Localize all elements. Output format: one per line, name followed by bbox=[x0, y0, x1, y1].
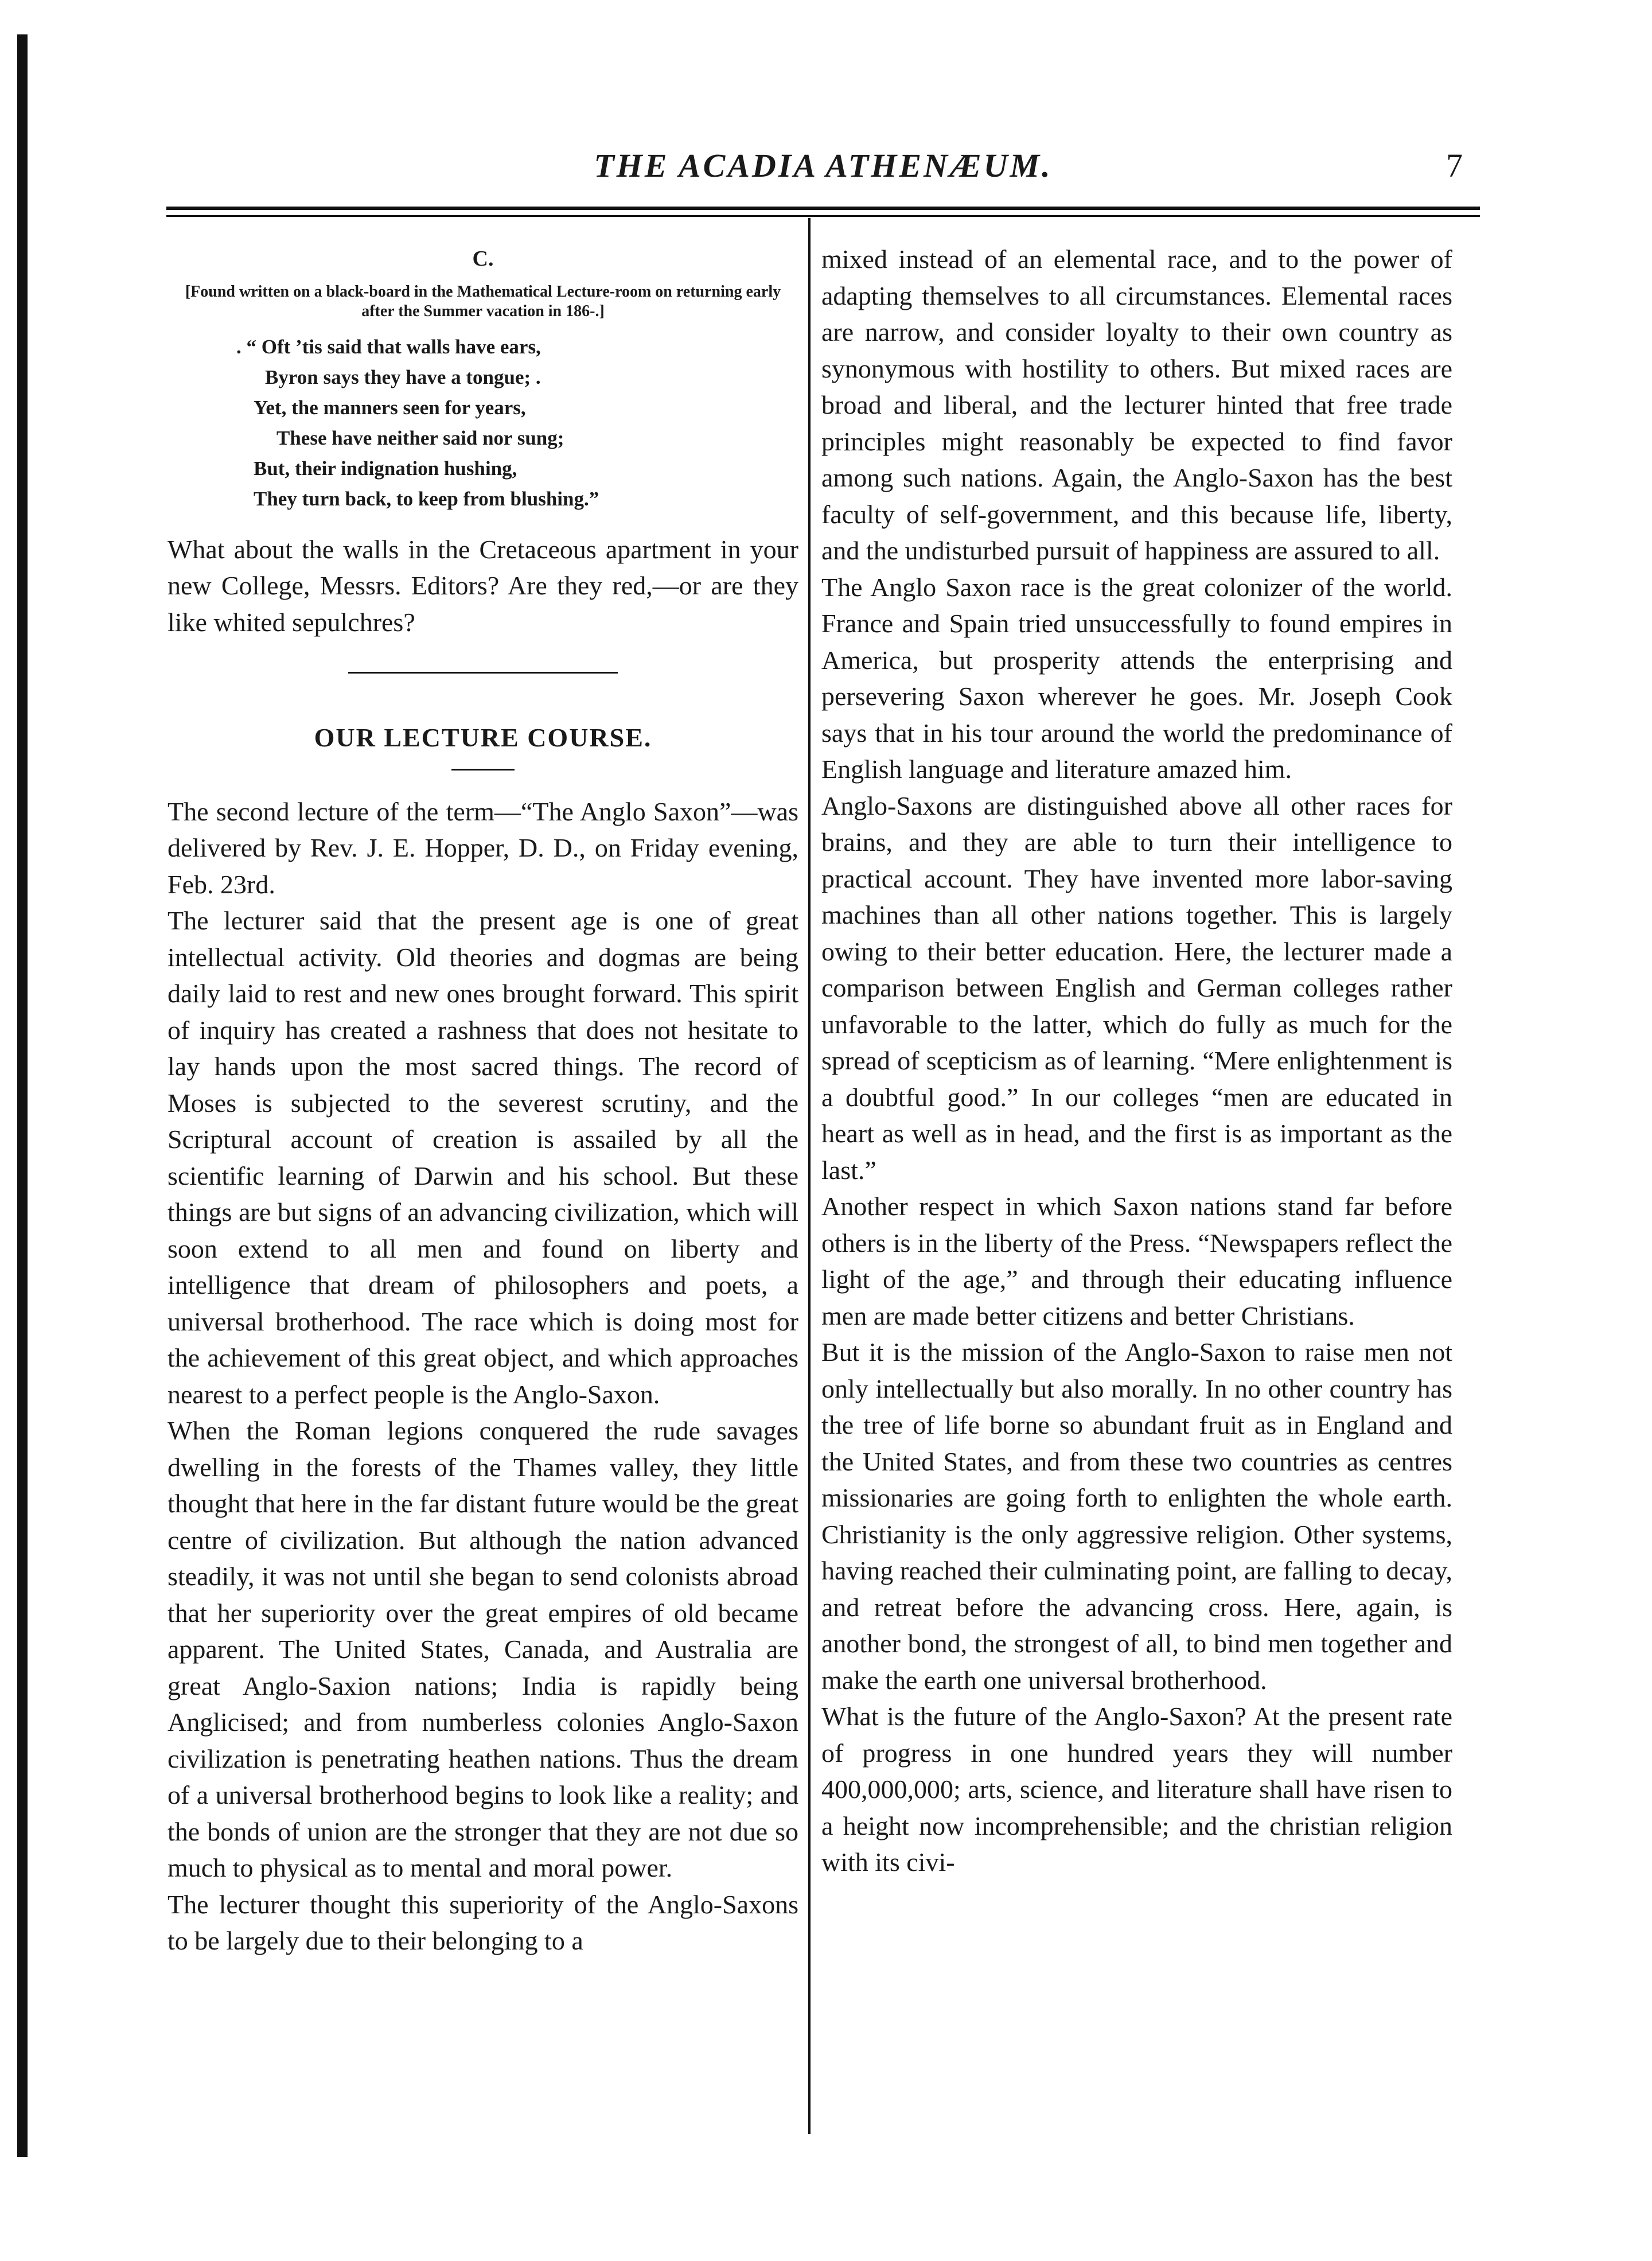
paragraph: What about the walls in the Cretaceous apartment in your new College, Messrs. Editors? Are they red,—or are they like whited sepulchres? bbox=[167, 534, 798, 637]
paragraph: The lecturer thought this superiority of the Anglo-Saxons to be largely due to their belonging to a bbox=[167, 1889, 798, 1955]
poem-note: [Found written on a black-board in the Mathematical Lecture-room on returning early after the Summer vacation in 186-.] bbox=[185, 282, 781, 320]
poem-line: Yet, the manners seen for years, bbox=[254, 396, 526, 419]
poem-line: Byron says they have a tongue; . bbox=[265, 365, 541, 388]
column-divider bbox=[808, 218, 811, 2134]
poem bbox=[167, 332, 798, 514]
journal-title: THE ACADIA ATHENÆUM. bbox=[594, 147, 1053, 184]
paragraph: mixed instead of an elemental race, and to the power of adapting themselves to all circumstances. Elemental races are narrow, and consider loyalty to their own country as synonymous with hostility to others. But mixed races are broad and liberal, and the lecturer hinted that free trade principles might reasonably be expected to find favor among such nations. Again, the Anglo-Saxon has the best faculty of self-government, and this because life, liberty, and the undisturbed pursuit of happiness are assured to all. bbox=[821, 244, 1452, 565]
page-number: 7 bbox=[1446, 147, 1463, 184]
poem-line: These have neither said nor sung; bbox=[276, 426, 564, 449]
paragraph: Another respect in which Saxon nations stand far before others is in the liberty of the Press. “Newspapers reflect the light of the age,” and through their educating influence men are made better citizens and better Christians. bbox=[821, 1192, 1452, 1330]
header-rule bbox=[166, 207, 1480, 210]
paragraph: What is the future of the Anglo-Saxon? At the present rate of progress in one hundred years they will number 400,000,000; arts, science, and literature shall have risen to a height now incomprehensible; and the christian religion with its civi- bbox=[821, 1702, 1452, 1877]
poem-line: They turn back, to keep from blushing.” bbox=[254, 487, 599, 510]
heading-rule bbox=[451, 769, 515, 770]
section-heading: OUR LECTURE COURSE. bbox=[314, 723, 652, 752]
paragraph: The second lecture of the term—“The Anglo Saxon”—was delivered by Rev. J. E. Hopper, D. D., on Friday evening, Feb. 23rd. bbox=[167, 796, 798, 899]
right-column bbox=[821, 241, 1452, 1881]
paragraph: Anglo-Saxons are distinguished above all other races for brains, and they are able to turn their intelligence to practical account. They have invented more labor-saving machines than all other nations together. This is largely owing to their better education. Here, the lecturer made a comparison between English and German colleges rather unfavorable to the latter, which do fully as much for the spread of scepticism as of learning. “Mere enlightenment is a doubtful good.” In our colleges “men are educated in heart as well as in head, and the first is as important as the last.” bbox=[821, 791, 1452, 1185]
paragraph: But it is the mission of the Anglo-Saxon to raise men not only intellectually but also morally. In no other country has the tree of life borne so abundant fruit as in England and the United States, and from these two countries as centres missionaries are going forth to enlighten the whole earth. Christianity is the only aggressive religion. Other systems, having reached their culminating point, are falling to decay, and retreat before the advancing cross. Here, again, is another bond, the strongest of all, to bind men together and make the earth one universal brotherhood. bbox=[821, 1337, 1452, 1695]
header-rule-thin bbox=[166, 215, 1480, 217]
paragraph: The lecturer said that the present age is one of great intellectual activity. Old theories and dogmas are being daily laid to rest and new ones brought forward. This spirit of inquiry has created a rashness that does not hesitate to lay hands upon the most sacred things. The record of Moses is subjected to the severest scrutiny, and the Scriptural account of creation is assailed by all the scientific learning of Darwin and his school. But these things are but signs of an advancing civilization, which will soon extend to all men and found on liberty and intelligence that dream of philosophers and poets, a universal brotherhood. The race which is doing most for the achievement of this great object, and which approaches nearest to a perfect people is the Anglo-Saxon. bbox=[167, 906, 798, 1409]
poem-line: But, their indignation hushing, bbox=[254, 457, 517, 480]
left-column bbox=[167, 241, 798, 1959]
paragraph: When the Roman legions conquered the rude savages dwelling in the forests of the Thames valley, they little thought that here in the far distant future would be the great centre of civilization. But although the nation advanced steadily, it was not until she began to send colonists abroad that her superiority over the great empires of old became apparent. The United States, Canada, and Australia are great Anglo-Saxion nations; India is rapidly being Anglicised; and from numberless colonies Anglo-Saxon civilization is penetrating heathen nations. Thus the dream of a universal brotherhood begins to look like a reality; and the bonds of union are the stronger that they are not due so much to physical as to mental and moral power. bbox=[167, 1416, 798, 1882]
poem-line: . “ Oft ’tis said that walls have ears, bbox=[236, 335, 541, 358]
page-header bbox=[166, 146, 1480, 198]
paragraph: The Anglo Saxon race is the great colonizer of the world. France and Spain tried unsuccessfully to found empires in America, but prosperity attends the enterprising and persevering Saxon wherever he goes. Mr. Joseph Cook says that in his tour around the world the predominance of English language and literature amazed him. bbox=[821, 572, 1452, 784]
section-divider bbox=[348, 672, 618, 674]
binding-edge bbox=[17, 34, 28, 2157]
poem-heading: C. bbox=[472, 247, 494, 271]
